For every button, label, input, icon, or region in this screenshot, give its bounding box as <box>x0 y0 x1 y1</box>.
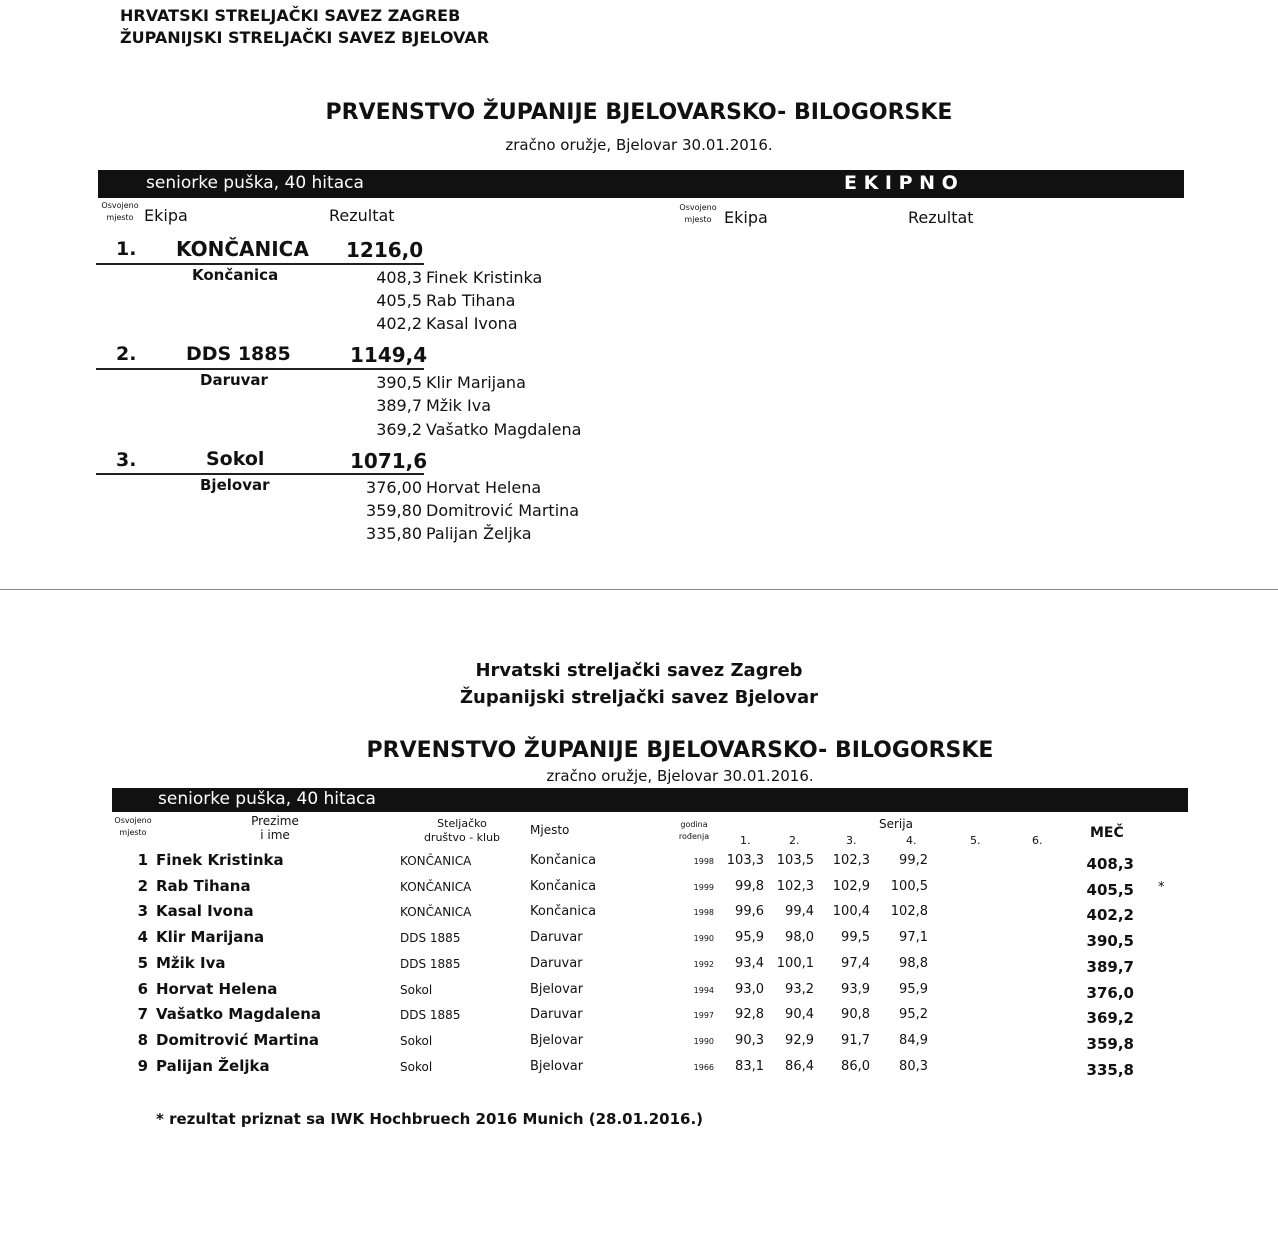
header-team-right: Ekipa <box>724 208 768 227</box>
member-score: 376,00 <box>366 478 422 497</box>
row-year: 1998 <box>693 908 714 917</box>
row-name: Mžik Iva <box>156 954 226 972</box>
row-series-1: 93,4 <box>735 956 764 971</box>
row-series-1: 92,8 <box>735 1007 764 1022</box>
category-bar <box>98 170 1184 198</box>
row-rank: 3 <box>137 902 148 920</box>
row-total: 389,7 <box>1086 958 1134 976</box>
row-club: DDS 1885 <box>400 931 461 945</box>
row-series-1: 93,0 <box>735 982 764 997</box>
row-series-2: 103,5 <box>776 853 814 868</box>
footnote: * rezultat priznat sa IWK Hochbruech 2016 Munich (28.01.2016.) <box>156 1110 704 1128</box>
org-line-1: HRVATSKI STRELJAČKI SAVEZ ZAGREB <box>120 6 461 25</box>
member-name: Kasal Ivona <box>426 314 518 333</box>
row-total: 405,5 <box>1086 881 1134 899</box>
row-series-2: 99,4 <box>785 904 814 919</box>
row-series-2: 90,4 <box>785 1007 814 1022</box>
row-total: 335,8 <box>1086 1061 1134 1079</box>
row-name: Finek Kristinka <box>156 851 284 869</box>
row-club: Sokol <box>400 1034 433 1048</box>
header-city: Mjesto <box>530 823 570 837</box>
team-city: Bjelovar <box>200 476 270 494</box>
row-city: Končanica <box>530 879 597 894</box>
row-club: DDS 1885 <box>400 1008 461 1022</box>
row-series-3: 91,7 <box>841 1033 870 1048</box>
team-city: Daruvar <box>200 371 268 389</box>
row-club: DDS 1885 <box>400 957 461 971</box>
row-series-2: 93,2 <box>785 982 814 997</box>
header-series-5: 5. <box>970 834 981 847</box>
row-series-3: 99,5 <box>841 930 870 945</box>
row-rank: 6 <box>137 980 148 998</box>
header-series-2: 2. <box>789 834 800 847</box>
row-footnote-mark: * <box>1158 880 1165 895</box>
header-result-right: Rezultat <box>908 208 974 227</box>
row-total: 402,2 <box>1086 906 1134 924</box>
row-series-1: 99,6 <box>735 904 764 919</box>
header-place-right: Osvojeno mjesto <box>679 203 717 224</box>
page-title: PRVENSTVO ŽUPANIJE BJELOVARSKO- BILOGORSKE <box>366 738 994 763</box>
header-place: Osvojeno mjesto <box>114 816 152 837</box>
row-series-2: 86,4 <box>785 1059 814 1074</box>
row-rank: 1 <box>137 851 148 869</box>
page-subtitle: zračno oružje, Bjelovar 30.01.2016. <box>505 136 773 154</box>
header-series-1: 1. <box>740 834 751 847</box>
member-score: 369,2 <box>376 420 422 439</box>
row-series-3: 97,4 <box>841 956 870 971</box>
row-series-4: 98,8 <box>899 956 928 971</box>
member-score: 402,2 <box>376 314 422 333</box>
row-rank: 7 <box>137 1005 148 1023</box>
member-score: 408,3 <box>376 268 422 287</box>
member-name: Horvat Helena <box>426 478 542 497</box>
category-label: seniorke puška, 40 hitaca <box>146 173 364 193</box>
row-year: 1992 <box>693 960 714 969</box>
row-city: Bjelovar <box>530 982 584 997</box>
row-total: 408,3 <box>1086 855 1134 873</box>
row-series-4: 84,9 <box>899 1033 928 1048</box>
row-year: 1990 <box>693 1037 714 1046</box>
member-name: Vašatko Magdalena <box>426 420 582 439</box>
row-series-1: 95,9 <box>735 930 764 945</box>
row-name: Klir Marijana <box>156 928 265 946</box>
row-name: Vašatko Magdalena <box>156 1005 321 1023</box>
row-series-4: 95,2 <box>899 1007 928 1022</box>
page-subtitle: zračno oružje, Bjelovar 30.01.2016. <box>546 767 814 785</box>
member-name: Domitrović Martina <box>426 501 580 520</box>
header-series-6: 6. <box>1032 834 1043 847</box>
row-city: Končanica <box>530 904 597 919</box>
row-series-2: 92,9 <box>785 1033 814 1048</box>
team-label: E K I P N O <box>844 172 958 194</box>
row-rank: 9 <box>137 1057 148 1075</box>
row-rank: 8 <box>137 1031 148 1049</box>
member-name: Rab Tihana <box>426 291 516 310</box>
row-series-4: 95,9 <box>899 982 928 997</box>
row-city: Daruvar <box>530 956 583 971</box>
team-name: Sokol <box>206 448 265 470</box>
team-place: 1. <box>116 238 137 260</box>
row-year: 1994 <box>693 986 714 995</box>
row-name: Palijan Željka <box>156 1057 270 1075</box>
team-name: DDS 1885 <box>186 343 291 365</box>
row-name: Kasal Ivona <box>156 902 254 920</box>
row-series-4: 97,1 <box>899 930 928 945</box>
row-club: KONČANICA <box>400 854 472 868</box>
row-total: 369,2 <box>1086 1009 1134 1027</box>
row-series-2: 102,3 <box>776 879 814 894</box>
header-series-3: 3. <box>846 834 857 847</box>
member-score: 389,7 <box>376 396 422 415</box>
row-series-1: 99,8 <box>735 879 764 894</box>
row-city: Daruvar <box>530 930 583 945</box>
row-series-4: 99,2 <box>899 853 928 868</box>
row-year: 1997 <box>693 1011 714 1020</box>
header-result: Rezultat <box>329 206 395 225</box>
row-series-4: 80,3 <box>899 1059 928 1074</box>
team-total: 1071,6 <box>350 449 428 473</box>
category-label: seniorke puška, 40 hitaca <box>158 789 376 809</box>
row-city: Bjelovar <box>530 1033 584 1048</box>
page-divider <box>0 589 1278 590</box>
header-name: Prezime i ime <box>251 814 299 842</box>
member-name: Mžik Iva <box>426 396 491 415</box>
row-series-2: 98,0 <box>785 930 814 945</box>
row-year: 1999 <box>693 883 714 892</box>
row-series-1: 90,3 <box>735 1033 764 1048</box>
row-total: 390,5 <box>1086 932 1134 950</box>
row-series-3: 100,4 <box>832 904 870 919</box>
row-name: Horvat Helena <box>156 980 278 998</box>
header-place: Osvojeno mjesto <box>101 201 139 222</box>
row-series-3: 93,9 <box>841 982 870 997</box>
category-bar <box>112 788 1188 812</box>
row-series-1: 83,1 <box>735 1059 764 1074</box>
row-rank: 5 <box>137 954 148 972</box>
row-series-3: 102,9 <box>832 879 870 894</box>
member-name: Palijan Željka <box>426 524 532 543</box>
row-club: Sokol <box>400 983 433 997</box>
org-line-2: Županijski streljački savez Bjelovar <box>459 687 819 708</box>
team-underline <box>96 368 424 370</box>
header-club: Steljačko društvo - klub <box>423 817 501 844</box>
header-series: Serija <box>879 817 913 831</box>
row-series-3: 90,8 <box>841 1007 870 1022</box>
member-name: Klir Marijana <box>426 373 526 392</box>
team-total: 1149,4 <box>350 343 428 367</box>
team-name: KONČANICA <box>176 237 309 261</box>
header-total: MEČ <box>1090 825 1124 841</box>
row-club: Sokol <box>400 1060 433 1074</box>
org-line-1: Hrvatski streljački savez Zagreb <box>475 660 803 681</box>
row-total: 359,8 <box>1086 1035 1134 1053</box>
row-name: Domitrović Martina <box>156 1031 319 1049</box>
team-city: Končanica <box>192 266 279 284</box>
row-name: Rab Tihana <box>156 877 251 895</box>
row-city: Bjelovar <box>530 1059 584 1074</box>
team-total: 1216,0 <box>346 238 424 262</box>
row-year: 1966 <box>693 1063 714 1072</box>
member-score: 335,80 <box>366 524 422 543</box>
row-series-3: 86,0 <box>841 1059 870 1074</box>
header-team: Ekipa <box>144 206 188 225</box>
member-score: 405,5 <box>376 291 422 310</box>
row-total: 376,0 <box>1086 984 1134 1002</box>
row-city: Končanica <box>530 853 597 868</box>
row-series-3: 102,3 <box>832 853 870 868</box>
member-name: Finek Kristinka <box>426 268 543 287</box>
team-underline <box>96 473 424 475</box>
member-score: 390,5 <box>376 373 422 392</box>
row-rank: 2 <box>137 877 148 895</box>
header-year: godina rođenja <box>678 820 710 841</box>
team-place: 2. <box>116 343 137 365</box>
row-year: 1990 <box>693 934 714 943</box>
member-score: 359,80 <box>366 501 422 520</box>
row-series-2: 100,1 <box>776 956 814 971</box>
page-title: PRVENSTVO ŽUPANIJE BJELOVARSKO- BILOGORSKE <box>325 100 953 125</box>
row-series-1: 103,3 <box>726 853 764 868</box>
row-club: KONČANICA <box>400 880 472 894</box>
team-underline <box>96 263 424 265</box>
row-series-4: 102,8 <box>890 904 928 919</box>
org-line-2: ŽUPANIJSKI STRELJAČKI SAVEZ BJELOVAR <box>120 28 490 47</box>
team-place: 3. <box>116 449 137 471</box>
header-series-4: 4. <box>906 834 917 847</box>
row-rank: 4 <box>137 928 148 946</box>
row-year: 1998 <box>693 857 714 866</box>
row-club: KONČANICA <box>400 905 472 919</box>
row-city: Daruvar <box>530 1007 583 1022</box>
row-series-4: 100,5 <box>890 879 928 894</box>
